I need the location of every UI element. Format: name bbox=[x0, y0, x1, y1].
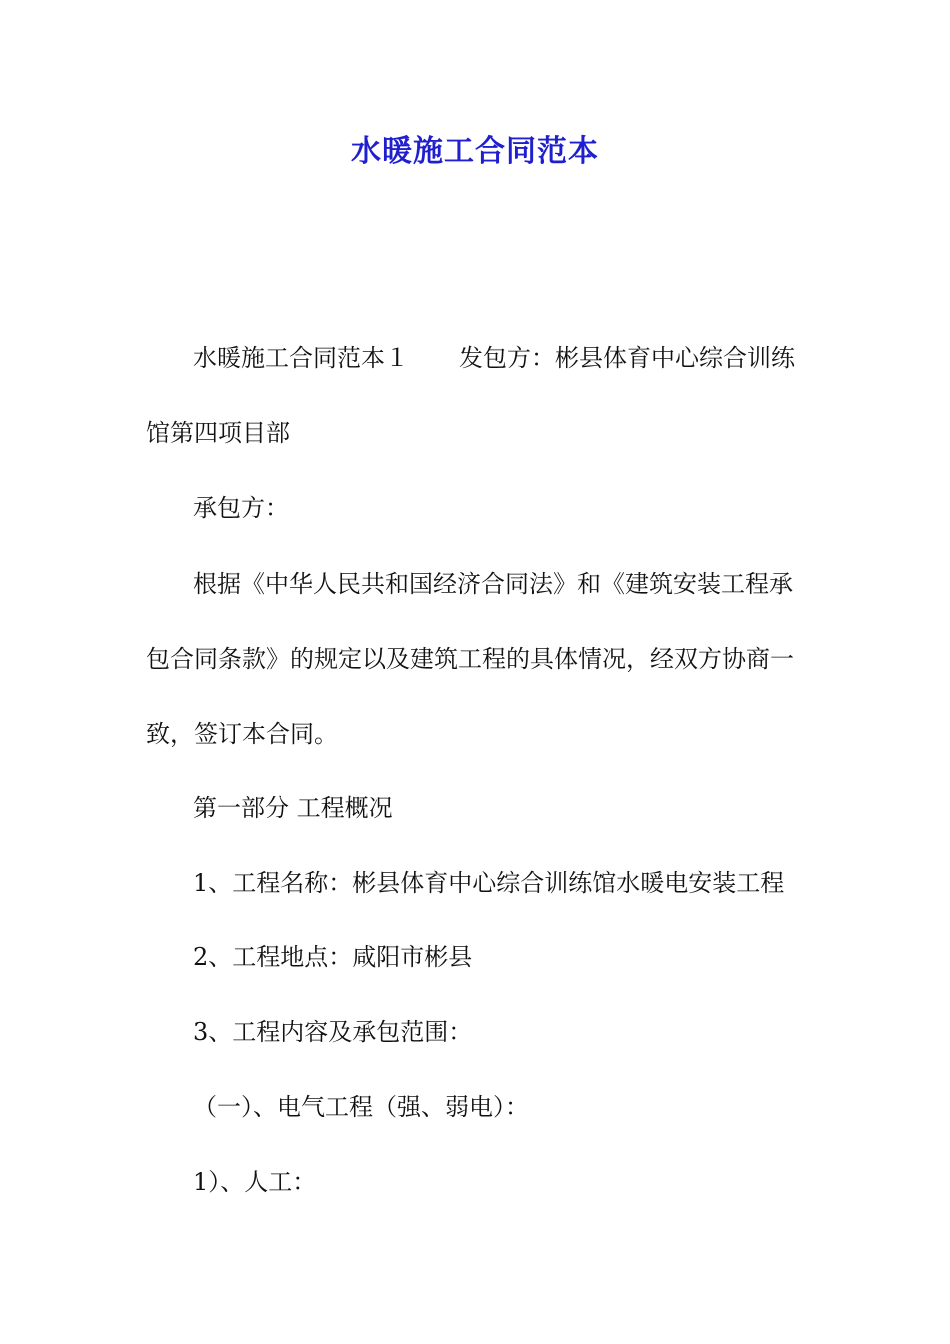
employer-label: 发包方：彬县体育中心综合训练 bbox=[459, 344, 795, 372]
section-heading: 第一部分 工程概况 bbox=[193, 794, 393, 822]
list-item: 1、工程名称：彬县体育中心综合训练馆水暖电安装工程 bbox=[193, 869, 785, 897]
list-item: 3、工程内容及承包范围： bbox=[193, 1018, 473, 1046]
paragraph-line: 馆第四项目部 bbox=[146, 419, 290, 447]
page-title: 水暖施工合同范本 bbox=[351, 134, 599, 169]
paragraph-line: 致，签订本合同。 bbox=[146, 720, 338, 748]
paragraph-line: 包合同条款》的规定以及建筑工程的具体情况，经双方协商一 bbox=[146, 645, 794, 673]
list-item: 2、工程地点：咸阳市彬县 bbox=[193, 943, 473, 971]
contract-heading: 水暖施工合同范本１ bbox=[193, 344, 409, 372]
paragraph-line bbox=[193, 341, 795, 375]
paragraph-line: 根据《中华人民共和国经济合同法》和《建筑安装工程承 bbox=[193, 570, 793, 598]
list-item: （一）、电气工程（强、弱电）： bbox=[193, 1093, 529, 1121]
contractor-label: 承包方： bbox=[193, 494, 289, 522]
list-item: 1）、人工： bbox=[193, 1168, 317, 1196]
